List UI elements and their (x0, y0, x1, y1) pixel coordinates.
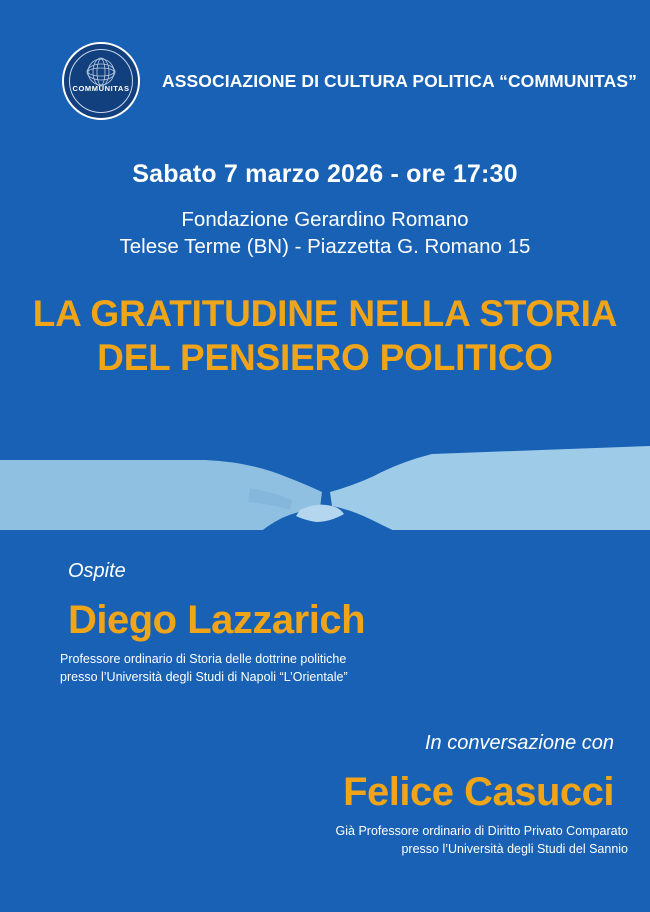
title-line-2: DEL PENSIERO POLITICO (97, 337, 553, 379)
organization-name: ASSOCIAZIONE DI CULTURA POLITICA “COMMUNITAS” (162, 70, 638, 91)
event-venue (0, 206, 650, 261)
guest-desc-line-2: presso l’Università degli Studi di Napoli “L’Orientale” (60, 670, 348, 685)
logo-wordmark: COMMUNITAS (72, 83, 130, 93)
guest-desc-line-1: Professore ordinario di Storia delle dottrine politiche (60, 652, 347, 666)
guest-description (60, 650, 348, 686)
page-title (0, 292, 650, 381)
conversation-desc-line-1: Già Professore ordinario di Diritto Privato Comparato (335, 824, 628, 838)
event-date: Sabato 7 marzo 2026 - ore 17:30 (132, 160, 518, 188)
communitas-logo (62, 42, 140, 120)
title-line-1: LA GRATITUDINE NELLA STORIA (32, 293, 618, 334)
header (0, 42, 650, 120)
venue-line-2: Telese Terme (BN) - Piazzetta G. Romano 15 (119, 235, 531, 259)
guest-name: Diego Lazzarich (68, 598, 366, 642)
conversation-description (336, 822, 628, 858)
conversation-desc-line-2: presso l’Università degli Studi del Sannio (401, 842, 628, 857)
circular-emblem-icon (78, 54, 124, 100)
conversation-name: Felice Casucci (343, 770, 614, 814)
logo-inner-ring (69, 49, 133, 113)
conversation-label: In conversazione con (424, 732, 614, 754)
guest-label: Ospite (68, 560, 126, 582)
venue-line-1: Fondazione Gerardino Romano (181, 208, 469, 231)
